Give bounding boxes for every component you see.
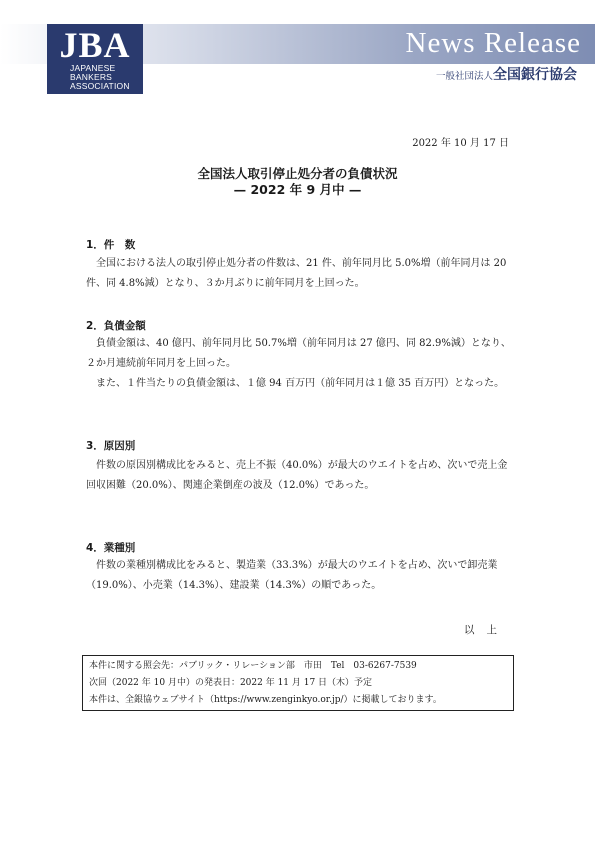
document-subtitle: — 2022 年 9 月中 — [233, 182, 362, 197]
section-paragraph-causes: 件数の原因別構成比をみると、売上不振（40.0%）が最大のウエイトを占め、次いで売上金回収困難（20.0%）、関連企業倒産の波及（12.0%）であった。 [86, 460, 508, 491]
contact-website-note: 本件は、全銀協ウェブサイト（https://www.zenginkyo.or.jp/）に掲載しております。 [89, 695, 442, 705]
section-paragraph-count: 全国における法人の取引停止処分者の件数は、21 件、前年同月比 5.0%増（前年同月は 20 件、同 4.8%減）となり、３か月ぶりに前年同月を上回った。 [86, 258, 507, 289]
organization-prefix: 一般社団法人 [435, 71, 493, 82]
organization-name [436, 64, 577, 84]
section-heading-causes: 3．原因別 [86, 440, 136, 452]
document-title: 全国法人取引停止処分者の負債状況 [197, 166, 398, 181]
contact-box [82, 655, 514, 711]
closing-mark: 以上 [464, 624, 509, 636]
logo-line-japanese: JAPANESE [70, 63, 116, 73]
contact-inquiry: 本件に関する照会先：パブリック・リレーション部 市田 Tel 03-6267-7539 [89, 661, 417, 671]
section-paragraph-liabilities-per-case: また、１件当たりの負債金額は、１億 94 百万円（前年同月は１億 35 百万円）となった。 [96, 378, 505, 389]
section-paragraph-liabilities: 負債金額は、40 億円、前年同月比 50.7%増（前年同月は 27 億円、同 82.9%減）となり、２か月連続前年同月を上回った。 [86, 338, 511, 369]
section-heading-liabilities: 2．負債金額 [86, 320, 146, 332]
section-heading-count: 1．件 数 [86, 239, 136, 251]
jba-logo [47, 24, 143, 94]
release-date: 2022 年 10 月 17 日 [412, 138, 509, 149]
section-heading-industry: 4．業種別 [86, 542, 136, 554]
organization-main-name: 全国銀行協会 [493, 67, 577, 83]
news-release-heading: News Release [405, 27, 581, 59]
logo-line-association: ASSOCIATION [70, 81, 130, 91]
logo-line-bankers: BANKERS [70, 72, 113, 82]
section-paragraph-industry: 件数の業種別構成比をみると、製造業（33.3%）が最大のウエイトを占め、次いで卸売業（19.0%）、小売業（14.3%）、建設業（14.3%）の順であった。 [86, 560, 498, 591]
contact-next-release: 次回（2022 年 10 月中）の発表日：2022 年 11 月 17 日（木）予定 [89, 678, 373, 688]
logo-mark: JBA [59, 25, 131, 65]
